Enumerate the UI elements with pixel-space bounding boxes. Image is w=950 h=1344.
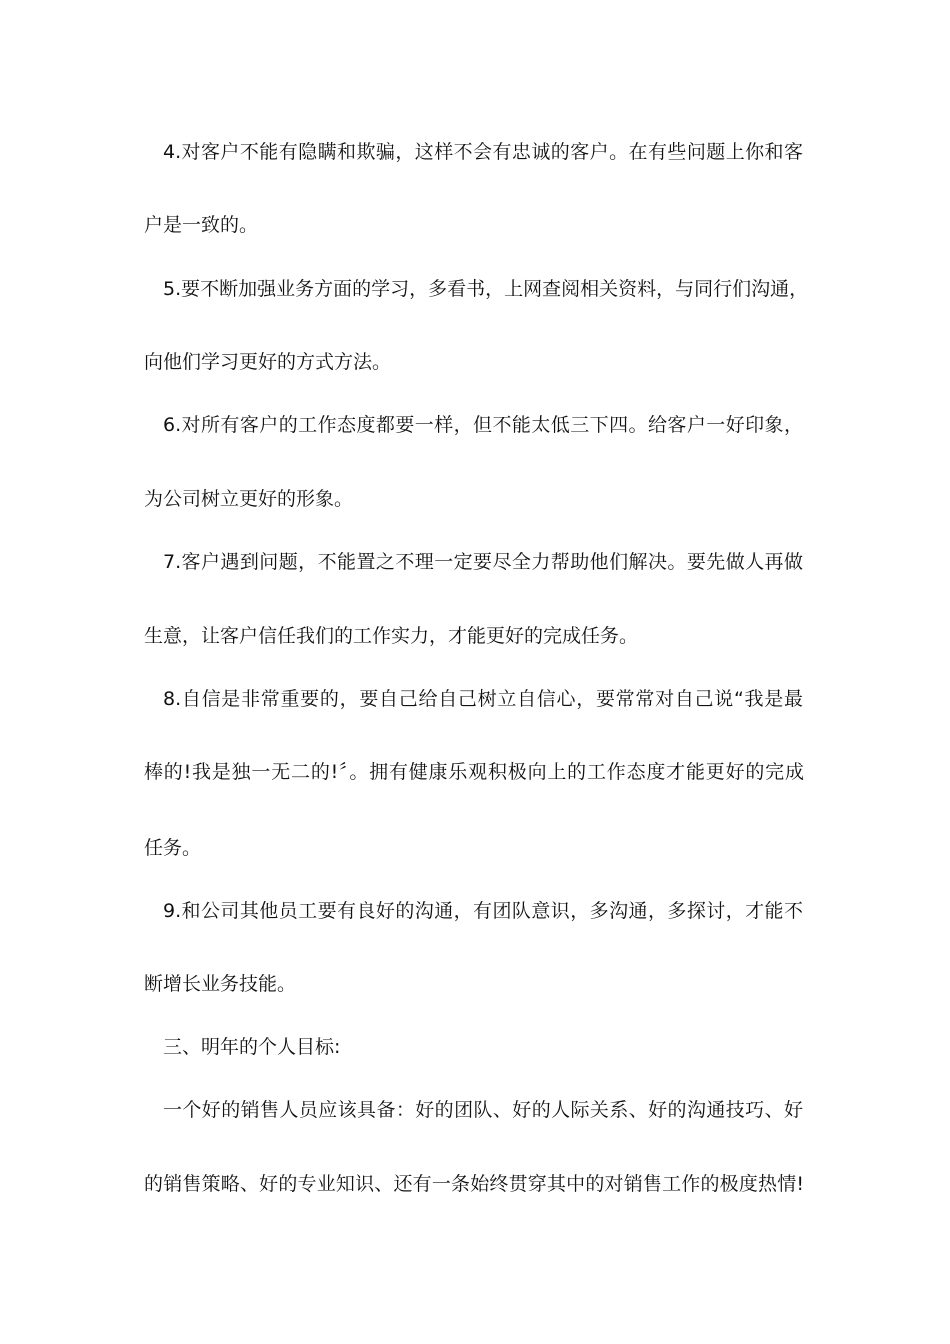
closing-paragraph-line-2: 的销售策略、好的专业知识、还有一条始终贯穿其中的对销售工作的极度热情! [144, 1173, 804, 1195]
paragraph-8-line-2: 棒的!我是独一无二的!〞。拥有健康乐观积极向上的工作态度才能更好的完成 [144, 761, 804, 783]
paragraph-6-line-2: 为公司树立更好的形象。 [144, 488, 354, 510]
closing-paragraph-line-1: 一个好的销售人员应该具备：好的团队、好的人际关系、好的沟通技巧、好 [163, 1099, 803, 1121]
paragraph-8-line-3: 任务。 [144, 837, 202, 859]
paragraph-7-line-1: 7.客户遇到问题，不能置之不理一定要尽全力帮助他们解决。要先做人再做 [163, 551, 803, 573]
paragraph-9-line-1: 9.和公司其他员工要有良好的沟通，有团队意识，多沟通，多探讨，才能不 [163, 900, 803, 922]
paragraph-9-line-2: 断增长业务技能。 [144, 973, 297, 995]
paragraph-5-line-1: 5.要不断加强业务方面的学习，多看书，上网查阅相关资料，与同行们沟通， [163, 278, 809, 300]
section-heading: 三、明年的个人目标: [163, 1036, 341, 1058]
paragraph-6-line-1: 6.对所有客户的工作态度都要一样，但不能太低三下四。给客户一好印象， [163, 414, 803, 436]
paragraph-4-line-1: 4.对客户不能有隐瞒和欺骗，这样不会有忠诚的客户。在有些问题上你和客 [163, 141, 803, 163]
paragraph-8-line-1: 8.自信是非常重要的，要自己给自己树立自信心，要常常对自己说“我是最 [163, 688, 803, 710]
paragraph-4-line-2: 户是一致的。 [144, 214, 259, 236]
paragraph-7-line-2: 生意，让客户信任我们的工作实力，才能更好的完成任务。 [144, 625, 639, 647]
paragraph-5-line-2: 向他们学习更好的方式方法。 [144, 351, 392, 373]
